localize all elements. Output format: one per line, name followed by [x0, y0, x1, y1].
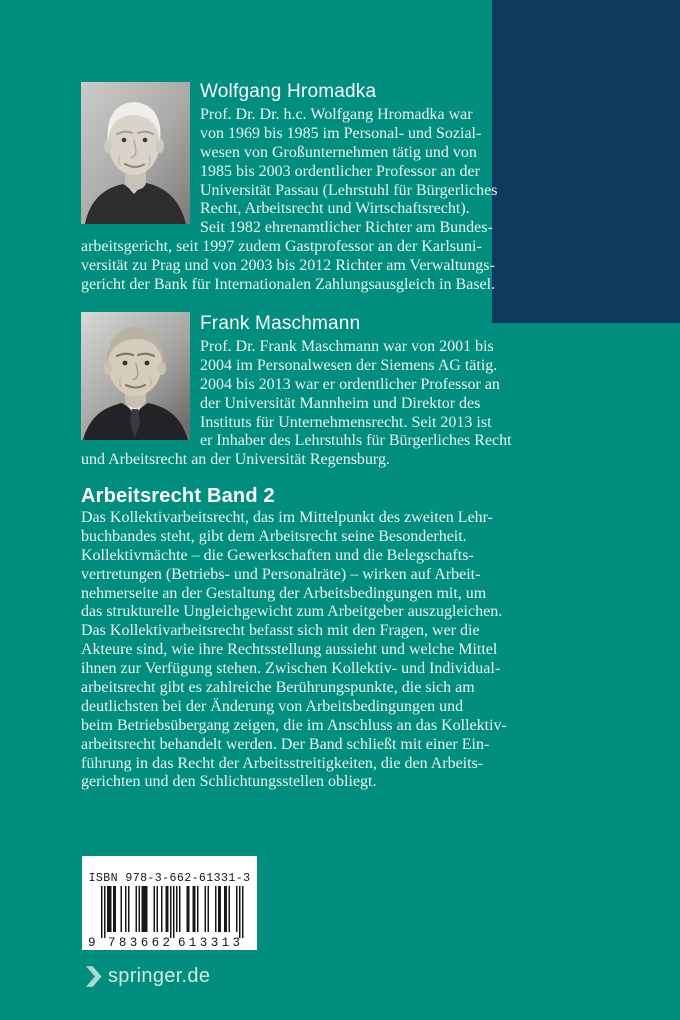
text-line: das strukturelle Ungleichgewicht zum Arbeitgeber auszugleichen. [81, 603, 503, 621]
book-series-heading: Arbeitsrecht Band 2 [81, 485, 275, 507]
text-line: Kollektivmächte – die Gewerkschaften und die Belegschafts- [81, 546, 474, 564]
ean-right-group: 613313 [178, 936, 244, 950]
author-section-hromadka [81, 80, 581, 302]
text-line: von 1969 bis 1985 im Personal- und Sozial- [200, 124, 482, 142]
text-line: Akteure sind, wie ihre Rechtsstellung aussieht und welche Mittel [81, 641, 498, 659]
text-line: führung in das Recht der Arbeitsstreitigkeiten, die den Arbeits- [81, 754, 484, 772]
text-line: arbeitsgericht, seit 1997 zudem Gastprofessor an der Karlsuni- [81, 238, 482, 256]
text-line: Instituts für Unternehmensrecht. Seit 2013 ist [200, 413, 492, 431]
text-line: Seit 1982 ehrenamtlicher Richter am Bundes- [200, 219, 493, 237]
ean13-barcode-graphic [82, 856, 257, 950]
text-line: vertretungen (Betriebs- und Personalräte) – wirken auf Arbeit- [81, 565, 481, 583]
text-line: der Universität Mannheim und Direktor des [200, 394, 481, 412]
isbn-barcode [82, 856, 257, 950]
author-section-maschmann [81, 312, 581, 470]
text-line: Recht, Arbeitsrecht und Wirtschaftsrecht). [200, 200, 470, 218]
text-line: und Arbeitsrecht an der Universität Regensburg. [81, 451, 390, 469]
text-line: gerichten und den Schlichtungsstellen obliegt. [81, 773, 377, 791]
text-line: Prof. Dr. Dr. h.c. Wolfgang Hromadka war [200, 106, 473, 123]
text-line: Universität Passau (Lehrstuhl für Bürgerliches [200, 181, 498, 199]
author-name-maschmann: Frank Maschmann [200, 313, 361, 334]
text-line: Das Kollektivarbeitsrecht, das im Mittelpunkt des zweiten Lehr- [81, 509, 494, 526]
author-bio-maschmann [81, 338, 581, 470]
isbn-number-text: ISBN 978-3-662-61331-3 [88, 872, 251, 885]
text-line: Das Kollektivarbeitsrecht befasst sich mit den Fragen, wer die [81, 622, 480, 640]
text-line: wesen von Großunternehmen tätig und von [200, 143, 477, 161]
text-line: arbeitsrecht behandelt werden. Der Band schließt mit einer Ein- [81, 735, 490, 753]
ean-first-digit: 9 [88, 936, 96, 950]
text-line: nehmerseite an der Gestaltung der Arbeitsbedingungen mit, um [81, 584, 487, 602]
barcode-bars [101, 886, 244, 938]
text-line: 2004 im Personalwesen der Siemens AG tätig. [200, 356, 498, 374]
text-line: gericht der Bank für Internationalen Zahlungsausgleich in Basel. [81, 276, 496, 294]
text-line: Prof. Dr. Frank Maschmann war von 2001 bis [200, 338, 494, 355]
book-description [81, 509, 621, 792]
book-description-section [81, 484, 621, 792]
text-line: versität zu Prag und von 2003 bis 2012 Richter am Verwaltungs- [81, 257, 495, 275]
text-line: 1985 bis 2003 ordentlicher Professor an der [200, 162, 480, 180]
springer-chevron-icon [85, 965, 102, 988]
publisher-domain: springer.de [108, 965, 211, 987]
text-line: beim Betriebsübergang zeigen, die im Anschluss an das Kollektiv- [81, 716, 507, 734]
text-line: deutlichsten bei der Änderung von Arbeitsbedingungen und [81, 697, 464, 715]
author-bio-hromadka [81, 106, 581, 295]
text-line: arbeitsrecht gibt es zahlreiche Berührungspunkte, die sich am [81, 679, 475, 697]
text-line: buchbandes steht, gibt dem Arbeitsrecht seine Besonderheit. [81, 527, 467, 545]
text-line: ihnen zur Verfügung stehen. Zwischen Kollektiv- und Individual- [81, 660, 501, 678]
text-line: 2004 bis 2013 war er ordentlicher Professor an [200, 375, 500, 393]
ean-left-group: 783662 [108, 936, 174, 950]
publisher-footer [85, 963, 210, 989]
author-name-hromadka: Wolfgang Hromadka [200, 81, 377, 102]
text-line: er Inhaber des Lehrstuhls für Bürgerliches Recht [200, 432, 512, 450]
